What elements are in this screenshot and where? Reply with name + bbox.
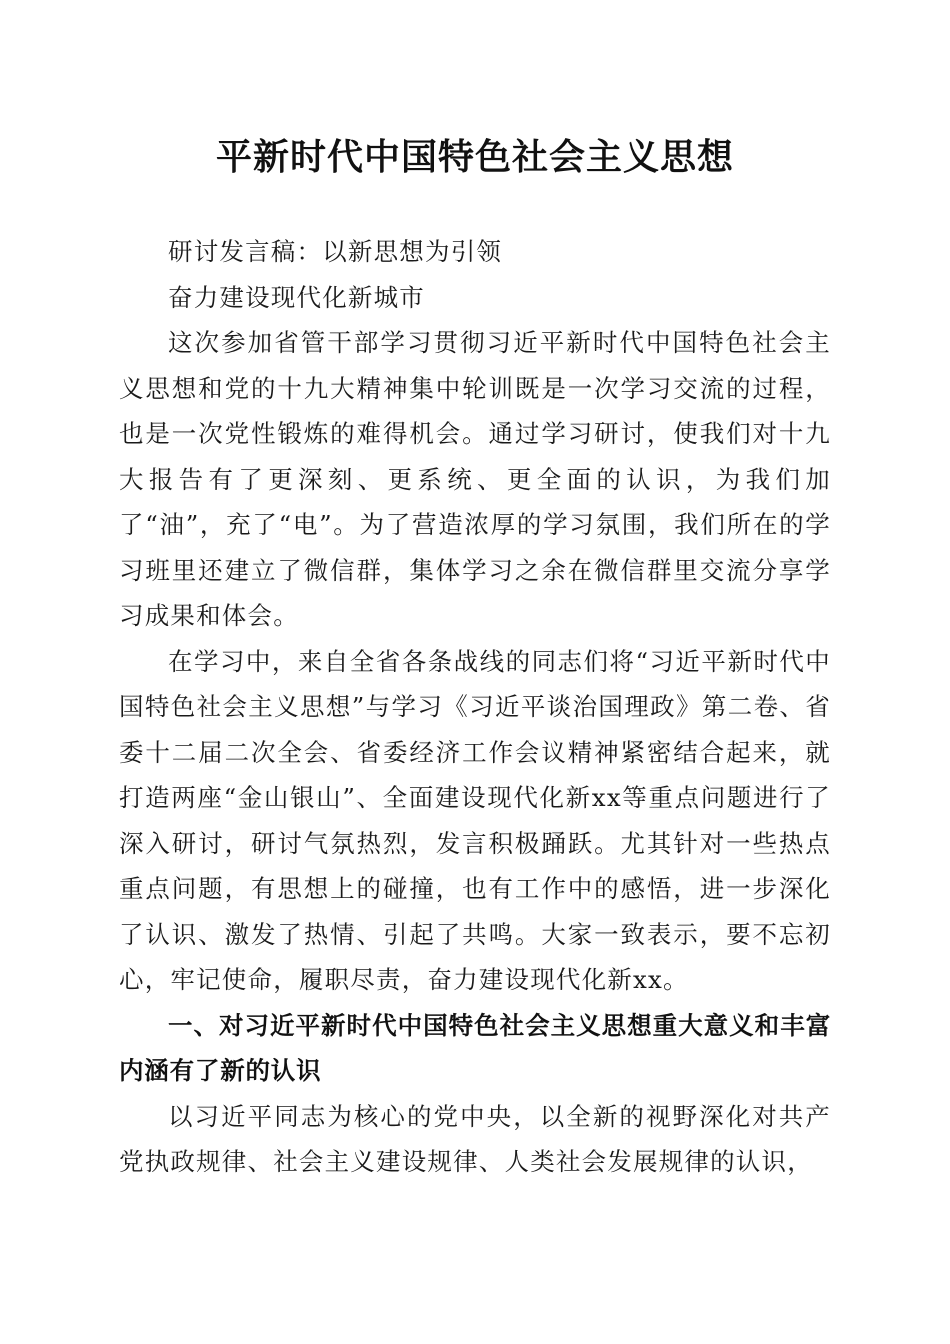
section-paragraph-1: 以习近平同志为核心的党中央，以全新的视野深化对共产党执政规律、社会主义建设规律、人类社会发展规律的认识，: [119, 1101, 831, 1176]
body-paragraph-1: 这次参加省管干部学习贯彻习近平新时代中国特色社会主义思想和党的十九大精神集中轮训既是一次学习交流的过程，也是一次党性锻炼的难得机会。通过学习研讨，使我们对十九大报告有了更深刻、更系统、更全面的认识，为我们加了“油”，充了“电”。为了营造浓厚的学习氛围，我们所在的学习班里还建立了微信群，集体学习之余在微信群里交流分享学习成果和体会。: [119, 328, 831, 630]
subtitle-line-1: 研讨发言稿：以新思想为引领: [168, 237, 503, 266]
subtitle-line-2: 奋力建设现代化新城市: [168, 282, 425, 312]
body-paragraph-2: 在学习中，来自全省各条战线的同志们将“习近平新时代中国特色社会主义思想”与学习《习近平谈治国理政》第二卷、省委十二届二次全会、省委经济工作会议精神紧密结合起来，就打造两座“金山银山”、全面建设现代化新xx等重点问题进行了深入研讨，研讨气氛热烈，发言积极踊跃。尤其针对一些热点重点问题，有思想上的碰撞，也有工作中的感悟，进一步深化了认识、激发了热情、引起了共鸣。大家一致表示，要不忘初心，牢记使命，履职尽责，奋力建设现代化新xx。: [119, 646, 831, 994]
document-body: [119, 229, 831, 1185]
document-title: 平新时代中国特色社会主义思想: [215, 137, 734, 178]
section-heading-1: 一、对习近平新时代中国特色社会主义思想重大意义和丰富内涵有了新的认识: [119, 1010, 831, 1085]
